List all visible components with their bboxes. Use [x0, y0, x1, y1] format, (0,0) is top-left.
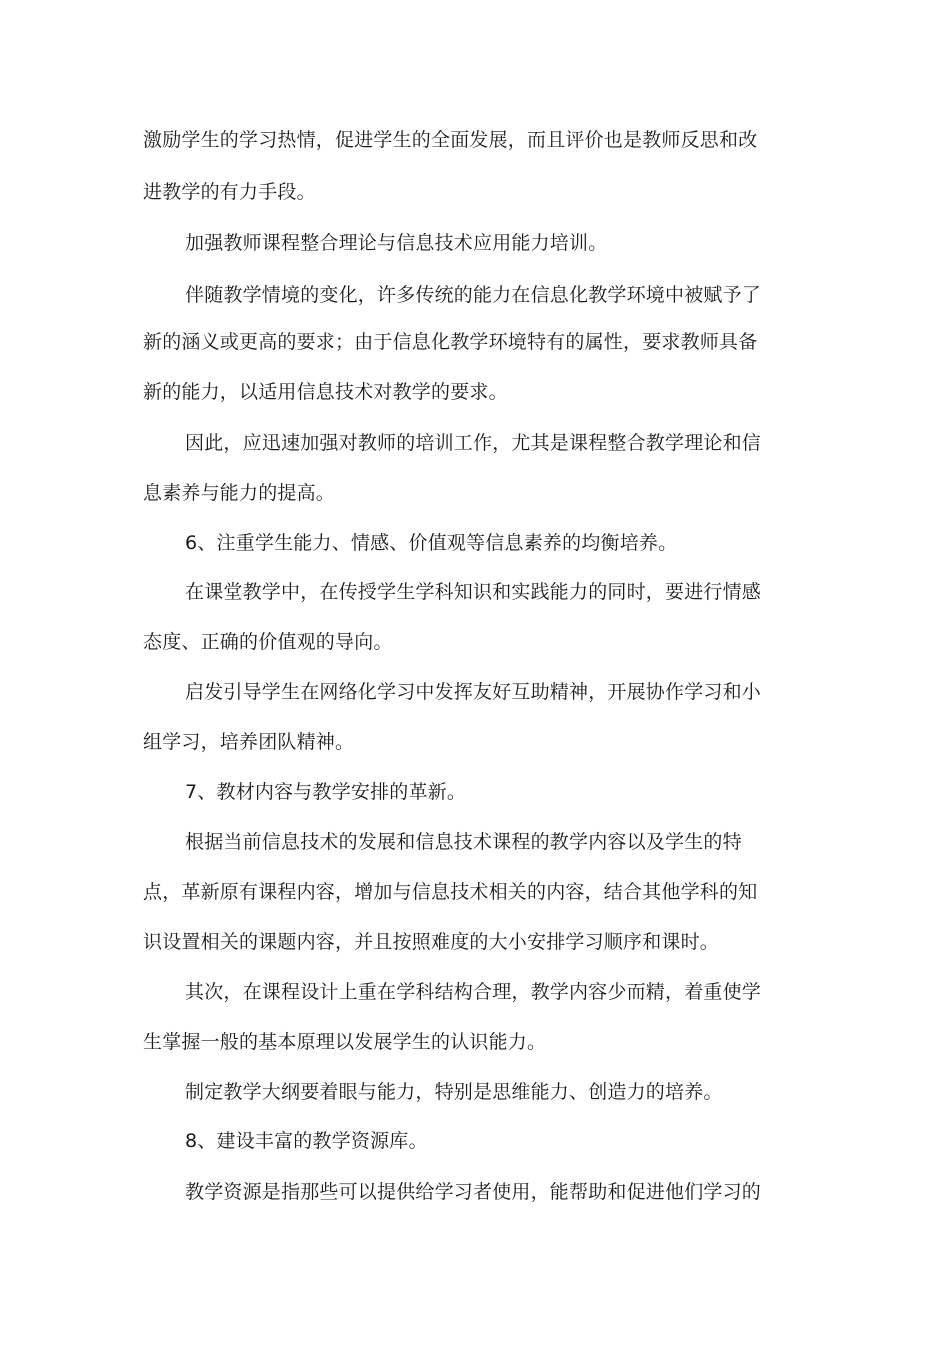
text-line: 态度、正确的价值观的导向。 — [143, 631, 393, 653]
text-line: 点，革新原有课程内容，增加与信息技术相关的内容，结合其他学科的知 — [143, 881, 758, 903]
text-line: 进教学的有力手段。 — [143, 181, 316, 203]
text-line: 激励学生的学习热情，促进学生的全面发展，而且评价也是教师反思和改 — [143, 129, 758, 151]
section-heading: 8、建设丰富的教学资源库。 — [185, 1130, 428, 1152]
text-line: 新的涵义或更高的要求；由于信息化教学环境特有的属性，要求教师具备 — [143, 331, 758, 353]
text-line: 教学资源是指那些可以提供给学习者使用，能帮助和促进他们学习的 — [185, 1181, 762, 1203]
text-line: 加强教师课程整合理论与信息技术应用能力培训。 — [185, 232, 608, 254]
section-heading: 7、教材内容与教学安排的革新。 — [185, 781, 467, 803]
text-line: 识设置相关的课题内容，并且按照难度的大小安排学习顺序和课时。 — [143, 931, 720, 953]
text-line: 在课堂教学中，在传授学生学科知识和实践能力的同时，要进行情感 — [185, 581, 762, 603]
text-line: 新的能力，以适用信息技术对教学的要求。 — [143, 381, 508, 403]
text-line: 组学习，培养团队精神。 — [143, 731, 355, 753]
text-line: 生掌握一般的基本原理以发展学生的认识能力。 — [143, 1031, 547, 1053]
text-line: 启发引导学生在网络化学习中发挥友好互助精神，开展协作学习和小 — [185, 681, 762, 703]
text-line: 根据当前信息技术的发展和信息技术课程的教学内容以及学生的特 — [185, 831, 742, 853]
text-line: 因此，应迅速加强对教师的培训工作，尤其是课程整合教学理论和信 — [185, 432, 762, 454]
text-line: 息素养与能力的提高。 — [143, 482, 336, 504]
text-line: 其次，在课程设计上重在学科结构合理，教学内容少而精，着重使学 — [185, 981, 762, 1003]
text-line: 伴随教学情境的变化，许多传统的能力在信息化教学环境中被赋予了 — [185, 284, 762, 306]
text-line: 制定教学大纲要着眼与能力，特别是思维能力、创造力的培养。 — [185, 1081, 723, 1103]
section-heading: 6、注重学生能力、情感、价值观等信息素养的均衡培养。 — [185, 532, 678, 554]
